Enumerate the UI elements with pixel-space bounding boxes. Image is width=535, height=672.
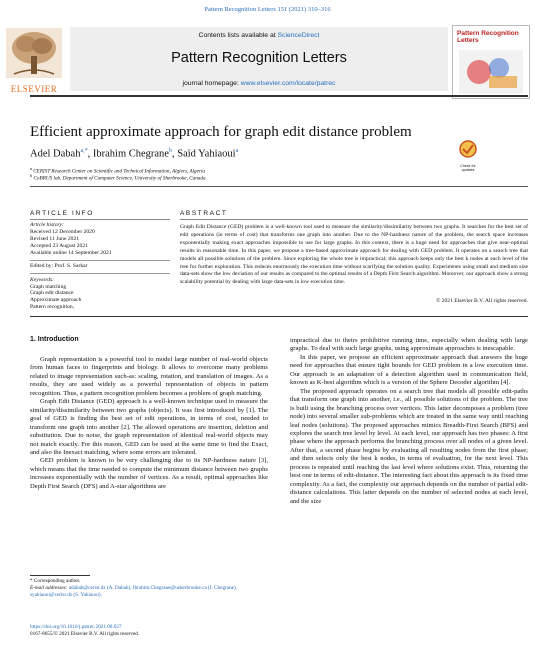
footnote-rule: [30, 575, 90, 576]
email-label: E-mail addresses:: [30, 585, 69, 591]
left-column: [30, 356, 268, 491]
abstract-bottom-rule: [30, 316, 528, 317]
journal-homepage: [70, 80, 448, 87]
email-addresses[interactable]: adabah@cerist.dz (A. Dabah), Ibrahim.Chegrane@usherbrooke.ca (I. Chegrane), syahiaoui@cerist.dz (S. Yahiaoui).: [30, 585, 237, 598]
right-column: [290, 337, 528, 506]
history-item: Received 12 December 2020: [30, 228, 95, 235]
edited-by: Edited by: Prof. S. Sarkar: [30, 263, 88, 270]
homepage-prefix: journal homepage:: [182, 80, 241, 87]
check-updates-icon: [457, 139, 479, 159]
affiliation: [30, 173, 206, 182]
cover-art-icon: [459, 50, 523, 94]
affiliation-rule: [30, 186, 528, 187]
article-info-rule: [30, 219, 170, 220]
bottom-meta: [30, 624, 270, 638]
body-paragraph: In this paper, we propose an efficient approximate approach that answers the huge need for approaches that ensure tight bounds for GED problem in a low execution time. Our approach is an adaptation of a detection algorithm used in communication field, known as K-best algorithm which is a version of the Sphere Decoder algorithm [4].: [290, 353, 528, 387]
keywords-label: Keywords:: [30, 276, 55, 283]
history-item: Available online 14 September 2021: [30, 249, 112, 256]
section-heading: 1. Introduction: [30, 336, 79, 343]
doi-link[interactable]: https://doi.org/10.1016/j.patrec.2021.08.027: [30, 624, 122, 630]
check-updates-label: Check for updates: [460, 164, 476, 172]
check-for-updates-button[interactable]: [457, 139, 479, 172]
cover-title: Pattern Recognition Letters: [457, 30, 519, 44]
author-marks[interactable]: b: [168, 148, 172, 154]
body-paragraph: Graph representation is a powerful tool to model large number of real-world objects from human faces to fingerprints and biology. It allows to overcome many problems related to image representation such-as: scaling, rotation, and translation of images. As a results, they are used widely as a powerful representation of objects in pattern recognition. Thus, a pattern recognition problem becomes a problem of graph matching.: [30, 356, 268, 397]
journal-title: Pattern Recognition Letters: [171, 50, 347, 66]
keyword: Graph edit distance: [30, 290, 74, 297]
header-rule: [30, 95, 528, 97]
running-header[interactable]: Pattern Recognition Letters 151 (2021) 310–316: [204, 6, 331, 13]
abstract-rule: [180, 219, 528, 220]
corresponding-author: * Corresponding author.: [30, 578, 81, 584]
abstract-heading: ABSTRACT: [180, 210, 228, 217]
article-info-heading: ARTICLE INFO: [30, 210, 94, 217]
affiliation-text: CoBRUS lab, Department of Computer Science, University of Sherbrooke, Canada: [33, 175, 206, 182]
abstract-text: Graph Edit Distance (GED) problem is a well-known tool used to measure the similarity/dissimilarity between two graphs. It searches for the best set of edit operations (in terms of cost) that transforms one graph into another. Due to the NP-hardness nature of the problem, the search space increases exponentially making exact approaches impossible to use for large graphs. In this context, there is a huge need for approaches that give near-optimal results in reasonable time. In this paper, we propose a tree-based approximate approach for dealing with GED problem. It operates on a search tree that models all possible solutions of the problem. Since exploring the whole tree is impractical; this approach keeps only the best k nodes at each level of the tree for further exploration. This reduces enormously the execution time without scarifying the solution quality. Experiments using small and medium size data-sets show the low deviation of our results as compared to the optimal results of a Depth First Search algorithm. Moreover, our approach show a strong scalability potential by dealing with large data-sets in low execution time.: [180, 224, 528, 286]
keyword: Graph matching: [30, 283, 67, 290]
affiliation-mark: a: [30, 166, 32, 171]
history-item: Accepted 23 August 2021: [30, 242, 88, 249]
body-paragraph: impractical due to theirs prohibitive running time, especially when dealing with large graphs. To deal with such large graphs, using approximate approaches is inescapable.: [290, 337, 528, 353]
affiliation-text: CERIST Research Center on Scientific and Technical Information, Algiers, Algeria: [33, 168, 206, 175]
contents-line: [70, 32, 448, 39]
keyword: Pattern recognition,: [30, 304, 75, 311]
author-name[interactable]: Saïd Yahiaoui: [177, 148, 236, 160]
history-label: Article history:: [30, 222, 65, 228]
author-list: Adel Dabah$^{a,*}$, Ibrahim Chegrane$^b$, Saïd Yahiaoui$^a$: [30, 148, 239, 160]
contents-prefix: Contents lists available at: [198, 32, 278, 39]
journal-cover[interactable]: [452, 25, 530, 99]
author-marks[interactable]: a,*: [80, 148, 88, 154]
body-paragraph: The proposed approach operates on a search tree that models all possible edit-paths that transform one graph into another, i.e., all possible solutions of the problem. The tree is built using the branching process over vertices. This latter decomposes a problem (tree node) into several smaller sub-problems which are treated in the same way until reaching leaf nodes (solutions). The proposed approaches mimics Breadth-First Search (BFS) and explores the search tree level by level. At each level, our approach has two phases: A first phase where the approach performs the branching process over all nodes of a given level. After that, a second phase begins by evaluating all resulting nodes from the first phase; and then selects only the best k nodes, in terms of evaluation, for the next level. This process is repeated until reaching the last level where solutions exist. Thus, returning the best one in terms of edit-distance. The interesting fact about this approach is its fixed time complexity. As a fact, the complexity our approach depends on the number of partial edit-distance calculations. This latter depends on the number of selected nodes at each level, and the size: [290, 387, 528, 505]
footnotes: [30, 578, 270, 599]
body-paragraph: Graph Edit Distance (GED) approach is a well-known technique used to measure the similarity/dissimilarity between two graphs (objects). It was first introduced by [1]. The goal of GED is finding the best set of edit operations, in terms of cost, needed to transform one graph into another [2]. The allowed operations are insertion, deletion and substitution. Due to noise, the graph representation of identical real-world objects may not match exactly. For this reason, GED can be used at the same time to find the Exact, and also the Inexact matching, where some errors are tolerated.: [30, 398, 268, 456]
affiliation-mark: b: [30, 173, 33, 178]
author-name[interactable]: Ibrahim Chegrane: [92, 148, 169, 160]
abstract-copyright: © 2021 Elsevier B.V. All rights reserved.: [436, 298, 528, 304]
homepage-link[interactable]: www.elsevier.com/locate/patrec: [240, 80, 336, 87]
email-line: [30, 585, 270, 599]
body-paragraph: GED problem is known to be very challenging due to its NP-hardness nature [3], which means that the time needed to compute the minimum distance between two graphs increases exponentially with the number of vertices. As a result, optimal approaches like Depth First Search (DFS) and A-star algorithms are: [30, 457, 268, 490]
issn-line: 0167-8655/© 2021 Elsevier B.V. All rights reserved.: [30, 631, 140, 637]
publisher-name: ELSEVIER: [10, 84, 58, 94]
article-info-box: [30, 222, 170, 311]
article-title: Efficient approximate approach for graph edit distance problem: [30, 124, 412, 140]
info-separator: [30, 273, 170, 274]
sciencedirect-link[interactable]: ScienceDirect: [277, 32, 320, 39]
author-marks[interactable]: a: [235, 148, 239, 154]
history-item: Revised 11 June 2021: [30, 235, 80, 242]
author-name[interactable]: Adel Dabah: [30, 148, 81, 160]
info-separator: [30, 260, 170, 261]
keyword: Approximate approach: [30, 297, 82, 304]
